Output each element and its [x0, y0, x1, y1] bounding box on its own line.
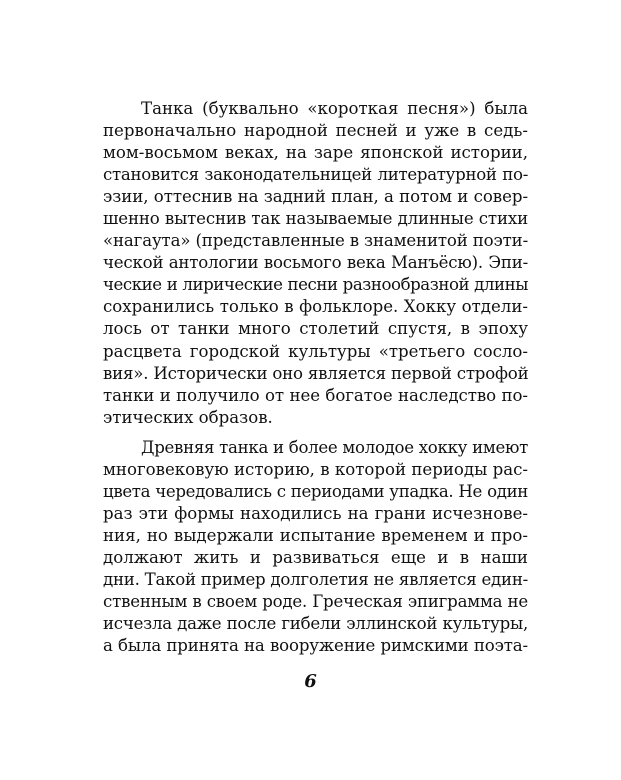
text-line: лось от танки много столетий спустя, в эпоху	[103, 319, 528, 339]
text-line: становится законодательницей литературной по-	[103, 165, 528, 185]
text-line: а была принята на вооружение римскими поэта-	[103, 636, 528, 656]
text-line: должают жить и развиваться еще и в наши	[103, 547, 528, 567]
body-text	[103, 98, 528, 657]
text-line: ческой антологии восьмого века Манъёсю). Эпи-	[103, 253, 528, 273]
text-line: исчезла даже после гибели эллинской культуры,	[103, 614, 528, 634]
text-line: Древняя танка и более молодое хокку имеют	[141, 437, 528, 457]
text-line: дни. Такой пример долголетия не является един-	[103, 569, 528, 589]
text-line: ния, но выдержали испытание временем и про-	[103, 525, 528, 545]
text-line: раз эти формы находились на грани исчезнове-	[103, 503, 528, 523]
text-line: цвета чередовались с периодами упадка. Не один	[103, 481, 528, 501]
text-line: мом-восьмом веках, на заре японской истории,	[103, 143, 528, 163]
text-line: вия». Исторически оно является первой строфой	[103, 363, 529, 383]
text-line: «нагаута» (представленные в знаменитой поэти-	[103, 231, 529, 251]
text-line: шенно вытеснив так называемые длинные стихи	[103, 209, 528, 229]
paragraph-gap	[103, 429, 528, 437]
text-line: ческие и лирические песни разнообразной длины	[103, 275, 528, 295]
page-number: 6	[304, 671, 317, 692]
text-line: этических образов.	[103, 407, 273, 427]
text-line: эзии, оттеснив на задний план, а потом и совер-	[103, 187, 528, 207]
text-line: расцвета городской культуры «третьего сосло-	[103, 341, 528, 361]
text-line: Танка (буквально «короткая песня») была	[141, 99, 528, 118]
text-line: многовековую историю, в которой периоды рас-	[103, 459, 528, 479]
text-line: первоначально народной песней и уже в седь-	[103, 121, 528, 141]
text-line: сохранились только в фольклоре. Хокку отдели-	[103, 297, 528, 317]
text-line: танки и получило от нее богатое наследство по-	[103, 385, 528, 405]
text-line: ственным в своем роде. Греческая эпиграмма не	[103, 592, 528, 612]
